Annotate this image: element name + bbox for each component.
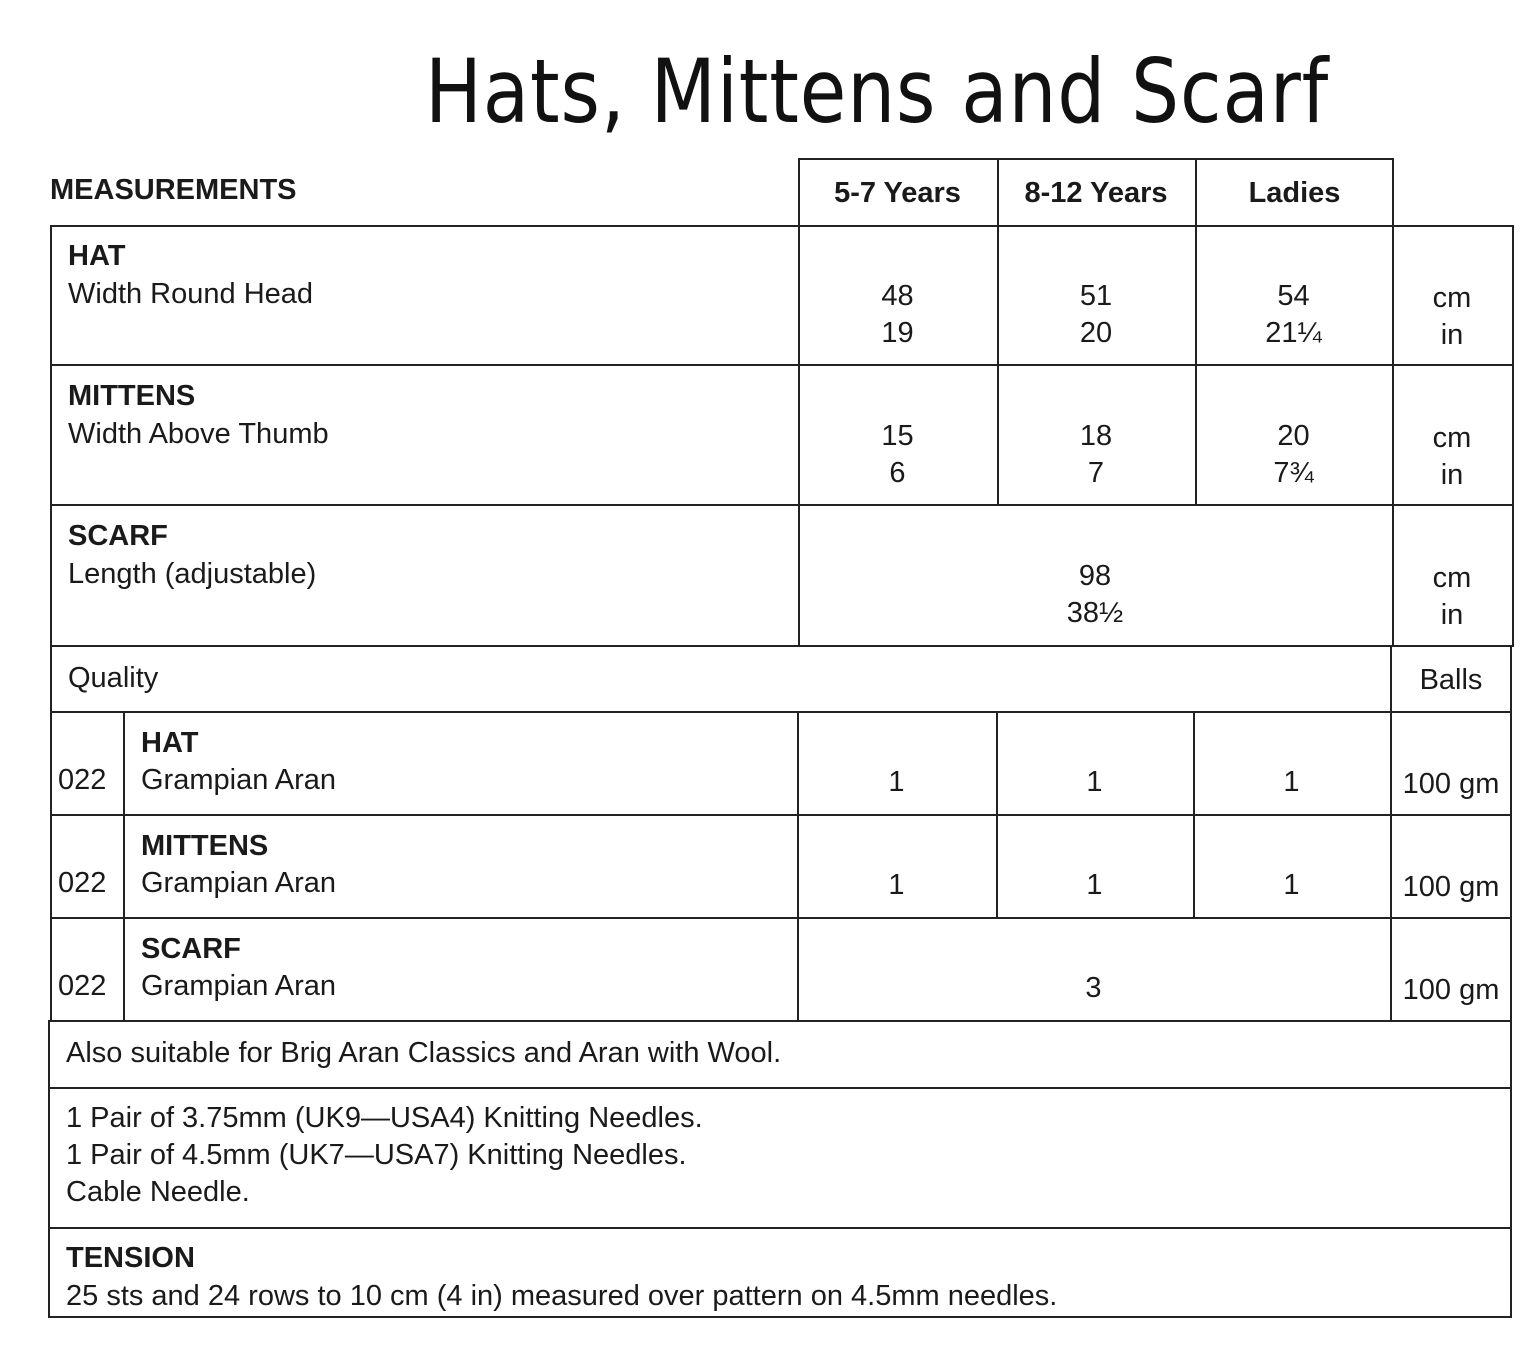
yarn-mittens-ladies: 1 (1283, 869, 1300, 901)
unit-cm: cm (1432, 422, 1472, 454)
scarf-cm: 98 (1078, 560, 1112, 592)
yarn-weight: 100 gm (1402, 871, 1500, 903)
divider (50, 814, 1512, 816)
balls-label: Balls (1419, 664, 1483, 696)
hat-in-ladies: 21¼ (1265, 317, 1322, 349)
divider (50, 711, 1512, 713)
yarn-hat-label: HAT (141, 727, 199, 759)
hat-cm-5-7: 48 (881, 280, 914, 312)
unit-cm: cm (1432, 562, 1472, 594)
mittens-in-5-7: 6 (889, 457, 906, 489)
yarn-hat-8-12: 1 (1086, 766, 1103, 798)
measurements-label: MEASUREMENTS (50, 174, 297, 206)
hat-cm-8-12: 51 (1079, 280, 1113, 312)
yarn-name: Grampian Aran (141, 970, 337, 1002)
column-header-5-7: 5-7 Years (834, 177, 961, 209)
scarf-in: 38½ (1066, 597, 1124, 629)
divider (48, 1087, 1512, 1089)
quality-label: Quality (68, 662, 159, 694)
unit-cm: cm (1432, 282, 1472, 314)
mittens-cm-5-7: 15 (881, 420, 914, 452)
hat-cm-ladies: 54 (1277, 280, 1310, 312)
yarn-code: 022 (58, 970, 107, 1002)
column-header-8-12: 8-12 Years (1024, 177, 1168, 209)
divider (48, 1227, 1512, 1229)
column-header-ladies: Ladies (1248, 177, 1341, 209)
unit-in: in (1440, 599, 1464, 631)
hat-desc: Width Round Head (68, 278, 314, 310)
yarn-weight: 100 gm (1402, 974, 1500, 1006)
mittens-in-ladies: 7¾ (1273, 457, 1314, 489)
yarn-mittens-label: MITTENS (141, 830, 269, 862)
mittens-cm-ladies: 20 (1277, 420, 1310, 452)
mittens-label: MITTENS (68, 380, 196, 412)
yarn-mittens-8-12: 1 (1086, 869, 1103, 901)
hat-in-5-7: 19 (881, 317, 914, 349)
page-title: Hats, Mittens and Scarf (425, 40, 1330, 143)
yarn-code: 022 (58, 867, 107, 899)
yarn-weight: 100 gm (1402, 768, 1500, 800)
divider (50, 504, 1514, 506)
also-suitable-text: Also suitable for Brig Aran Classics and Aran with Wool. (66, 1037, 782, 1069)
yarn-scarf-label: SCARF (141, 933, 241, 965)
needle-item: 1 Pair of 3.75mm (UK9—USA4) Knitting Needles. (66, 1102, 703, 1134)
needle-item: Cable Needle. (66, 1176, 250, 1208)
yarn-name: Grampian Aran (141, 867, 337, 899)
quality-table (50, 645, 1512, 1022)
yarn-name: Grampian Aran (141, 764, 337, 796)
yarn-hat-5-7: 1 (888, 766, 905, 798)
tension-text: 25 sts and 24 rows to 10 cm (4 in) measured over pattern on 4.5mm needles. (66, 1280, 1058, 1312)
yarn-mittens-5-7: 1 (888, 869, 905, 901)
scarf-label: SCARF (68, 520, 168, 552)
yarn-hat-ladies: 1 (1283, 766, 1300, 798)
tension-label: TENSION (66, 1242, 195, 1274)
needle-item: 1 Pair of 4.5mm (UK7—USA7) Knitting Needles. (66, 1139, 687, 1171)
divider (50, 917, 1512, 919)
yarn-scarf-value: 3 (1085, 972, 1102, 1004)
unit-in: in (1440, 459, 1464, 491)
divider (123, 711, 125, 1022)
mittens-cm-8-12: 18 (1079, 420, 1113, 452)
yarn-code: 022 (58, 764, 107, 796)
scarf-desc: Length (adjustable) (68, 558, 317, 590)
divider (1390, 645, 1392, 1022)
divider (50, 364, 1514, 366)
hat-label: HAT (68, 240, 126, 272)
mittens-in-8-12: 7 (1087, 457, 1105, 489)
mittens-desc: Width Above Thumb (68, 418, 329, 450)
unit-in: in (1440, 319, 1464, 351)
hat-in-8-12: 20 (1079, 317, 1113, 349)
